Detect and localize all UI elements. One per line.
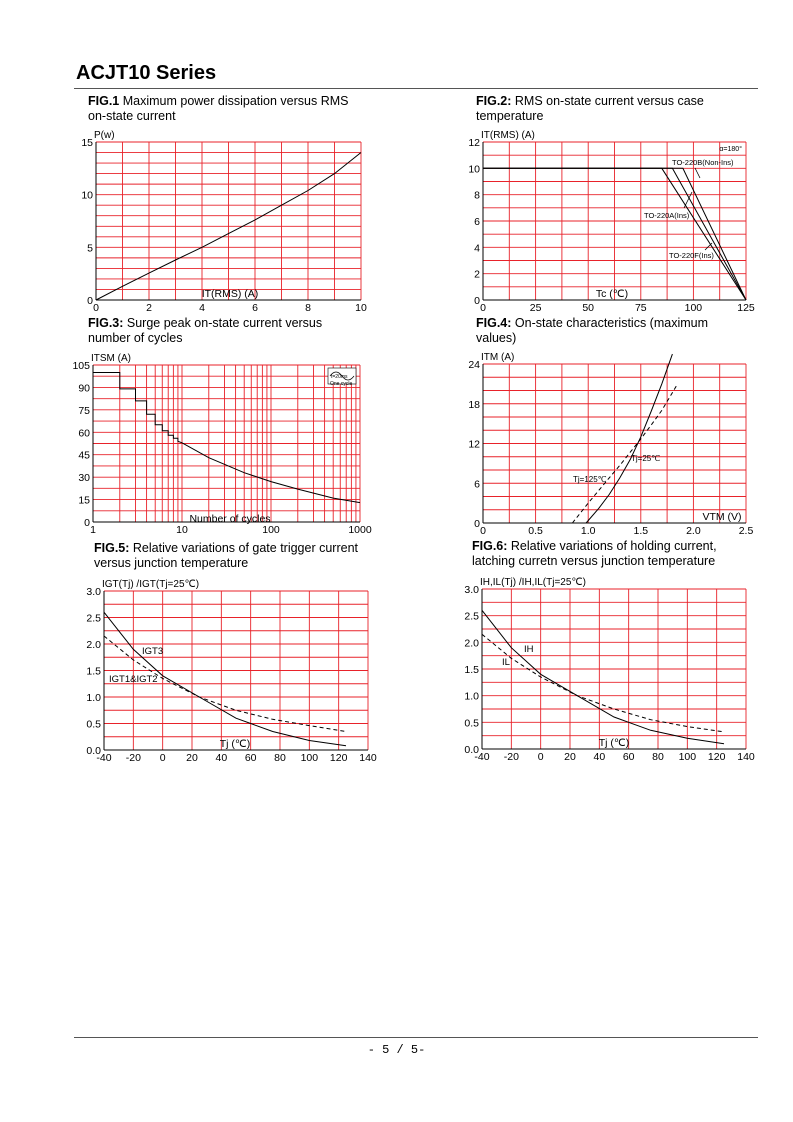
fig1-x-axis-label: IT(RMS) (A) <box>201 288 259 300</box>
fig3-x-tick-label: 10 <box>176 524 188 536</box>
fig5-x-tick-label: 60 <box>244 752 257 764</box>
fig2-leader-to220b <box>695 168 700 178</box>
fig2-y-tick-label: 4 <box>474 242 480 255</box>
fig6-x-tick-label: -20 <box>503 751 519 763</box>
fig6-label-il: IL <box>502 657 510 668</box>
fig6-x-tick-label: 80 <box>652 751 664 763</box>
fig4-y-tick-label: 12 <box>468 438 480 451</box>
fig5-x-tick-label: 80 <box>274 752 286 764</box>
fig3-title-line2: number of cycles <box>88 331 183 345</box>
fig1-label: FIG.1 <box>88 94 120 108</box>
fig5-label-igt3: IGT3 <box>142 646 164 657</box>
fig1-title-line1: Maximum power dissipation versus RMS <box>119 94 349 108</box>
fig6-x-tick-label: 20 <box>564 751 576 763</box>
fig4-series-0-line <box>586 354 672 523</box>
fig2-x-axis-label: Tc (℃) <box>595 288 629 300</box>
fig2-y-tick-label: 10 <box>468 163 480 176</box>
fig1-y-tick-label: 5 <box>87 242 93 255</box>
fig1-x-tick-label: 8 <box>305 302 311 314</box>
fig2-label-to220b: TO-220B(Non-Ins) <box>672 158 734 167</box>
fig3-pulse-label: t=20ms <box>331 374 348 380</box>
fig5-title-line1: Relative variations of gate trigger current <box>129 541 359 555</box>
page-title: ACJT10 Series <box>76 62 217 84</box>
fig2-x-tick-label: 75 <box>634 302 647 314</box>
fig4-label-tj125: Tj=125℃ <box>573 475 607 484</box>
fig1-y-tick-label: 0 <box>87 295 93 307</box>
fig1-x-tick-label: 0 <box>93 302 99 314</box>
fig6-y-tick-label: 1.0 <box>464 690 479 703</box>
fig4-y-tick-label: 18 <box>468 398 480 411</box>
fig1-y-tick-label: 15 <box>81 137 93 149</box>
fig4-title-line1: On-state characteristics (maximum <box>511 316 708 330</box>
fig6-x-tick-label: 40 <box>593 751 606 763</box>
fig5-x-tick-label: -40 <box>96 752 112 764</box>
fig6-x-axis-label: Tj (℃) <box>598 737 630 749</box>
fig6-x-tick-label: 140 <box>737 751 755 763</box>
fig5-label-igt12: IGT1&IGT2 <box>109 674 158 685</box>
fig5-x-tick-label: 100 <box>300 752 319 764</box>
fig2-y-tick-label: 6 <box>474 216 480 228</box>
fig3-y-tick-label: 105 <box>72 360 90 372</box>
fig6-x-tick-label: 0 <box>537 751 544 763</box>
fig4-title-line2: values) <box>476 331 517 345</box>
fig5-y-tick-label: 0.5 <box>86 718 101 731</box>
fig3-y-tick-label: 15 <box>78 494 90 507</box>
fig2-y-axis-label: IT(RMS) (A) <box>481 130 535 141</box>
fig5-label: FIG.5: <box>94 541 130 555</box>
fig6-title-line1: Relative variations of holding current, <box>507 539 717 553</box>
fig3-y-tick-label: 45 <box>78 449 90 462</box>
fig4-x-axis-label: VTM (V) <box>702 511 742 523</box>
fig2-label-to220a: TO-220A(Ins) <box>644 211 690 220</box>
fig5-y-tick-label: 1.0 <box>86 692 101 704</box>
fig6-label: FIG.6: <box>472 539 508 553</box>
fig3-y-tick-label: 30 <box>78 472 90 485</box>
fig4-label: FIG.4: <box>476 316 512 330</box>
fig2-x-tick-label: 125 <box>737 302 755 314</box>
fig5-x-tick-label: 0 <box>159 752 166 764</box>
fig3-series-0-line <box>93 373 360 503</box>
fig6-x-tick-label: -40 <box>474 751 490 763</box>
fig2-x-tick-label: 100 <box>684 302 703 314</box>
fig2-title-line1: RMS on-state current versus case <box>511 94 704 108</box>
fig5-x-tick-label: 120 <box>329 752 348 764</box>
fig2-y-tick-label: 2 <box>474 268 480 281</box>
fig2-y-tick-label: 8 <box>474 189 480 202</box>
fig3-x-axis-label: Number of cycles <box>189 513 271 525</box>
fig6-y-tick-label: 3.0 <box>464 584 479 596</box>
fig1-x-tick-label: 10 <box>355 302 367 314</box>
fig6-x-tick-label: 60 <box>622 751 635 763</box>
fig5-y-tick-label: 0.0 <box>86 745 101 757</box>
fig5-y-tick-label: 1.5 <box>86 665 101 678</box>
fig3-label: FIG.3: <box>88 316 124 330</box>
fig5-y-axis-label: IGT(Tj) /IGT(Tj=25℃) <box>102 579 200 590</box>
fig4-y-tick-label: 24 <box>468 359 480 371</box>
fig2-label: FIG.2: <box>476 94 512 108</box>
fig5-x-tick-label: 140 <box>359 752 377 764</box>
fig5-title-line2: versus junction temperature <box>94 556 249 570</box>
footer-divider <box>74 1037 758 1038</box>
fig2-x-tick-label: 25 <box>529 302 542 314</box>
fig5-x-axis-label: Tj (℃) <box>219 738 251 750</box>
fig6-label-ih: IH <box>524 644 534 655</box>
fig6-y-tick-label: 2.0 <box>464 637 479 650</box>
fig4-y-tick-label: 6 <box>474 478 480 491</box>
fig3-y-tick-label: 0 <box>84 517 90 529</box>
fig6-y-axis-label: IH,IL(Tj) /IH,IL(Tj=25℃) <box>480 577 586 588</box>
fig1-y-tick-label: 10 <box>81 189 93 202</box>
fig1-y-axis-label: P(w) <box>94 130 115 141</box>
fig5-x-tick-label: -20 <box>125 752 141 764</box>
fig6-x-tick-label: 100 <box>678 751 697 763</box>
fig6-y-tick-label: 1.5 <box>464 664 479 676</box>
fig2-title-line2: temperature <box>476 109 544 123</box>
fig1-x-tick-label: 2 <box>146 302 152 314</box>
fig4-x-tick-label: 1.5 <box>633 525 649 537</box>
fig4-label-tj25: Tj=25℃ <box>631 454 661 463</box>
fig5-x-tick-label: 20 <box>186 752 198 764</box>
fig2-label-to220f: TO-220F(Ins) <box>669 251 714 260</box>
fig3-y-tick-label: 60 <box>78 427 90 440</box>
fig3-y-axis-label: ITSM (A) <box>91 353 131 364</box>
fig6-y-tick-label: 0.0 <box>464 744 479 756</box>
fig4-x-tick-label: 1.0 <box>580 525 596 537</box>
page-number: - 5 / 5- <box>367 1043 426 1057</box>
fig4-x-tick-label: 2.0 <box>686 525 701 537</box>
fig4-x-tick-label: 2.5 <box>738 525 754 537</box>
fig6-y-tick-label: 0.5 <box>464 717 479 730</box>
fig1-x-tick-label: 4 <box>199 302 205 314</box>
fig3-x-tick-label: 100 <box>262 524 280 536</box>
fig1-x-tick-label: 6 <box>252 302 258 314</box>
fig2-alpha-annotation: α=180° <box>719 146 742 153</box>
fig5-y-tick-label: 3.0 <box>86 586 101 598</box>
fig2-x-tick-label: 50 <box>582 302 595 314</box>
fig3-y-tick-label: 90 <box>78 382 90 395</box>
fig4-x-tick-label: 0 <box>480 525 486 537</box>
fig2-x-tick-label: 0 <box>480 302 486 314</box>
fig6-x-tick-label: 120 <box>707 751 726 763</box>
fig6-y-tick-label: 2.5 <box>464 610 479 623</box>
fig2-y-tick-label: 0 <box>474 295 480 307</box>
fig3-x-tick-label: 1 <box>90 524 96 536</box>
fig6-title-line2: latching curretn versus junction temperature <box>472 554 716 568</box>
fig3-title-line1: Surge peak on-state current versus <box>123 316 323 330</box>
fig3-y-tick-label: 75 <box>78 404 90 417</box>
fig1-title-line2: on-state current <box>88 109 176 123</box>
fig2-y-tick-label: 12 <box>468 137 480 149</box>
fig5-y-tick-label: 2.5 <box>86 612 101 625</box>
fig2-leader-to220f <box>705 243 712 250</box>
fig3-x-tick-label: 1000 <box>348 524 372 536</box>
fig4-y-tick-label: 0 <box>474 518 480 530</box>
fig3-cycle-label: One cycle <box>330 381 353 387</box>
fig5-x-tick-label: 40 <box>215 752 228 764</box>
fig4-y-axis-label: ITM (A) <box>481 352 515 363</box>
fig4-x-tick-label: 0.5 <box>528 525 543 537</box>
fig5-y-tick-label: 2.0 <box>86 639 101 651</box>
